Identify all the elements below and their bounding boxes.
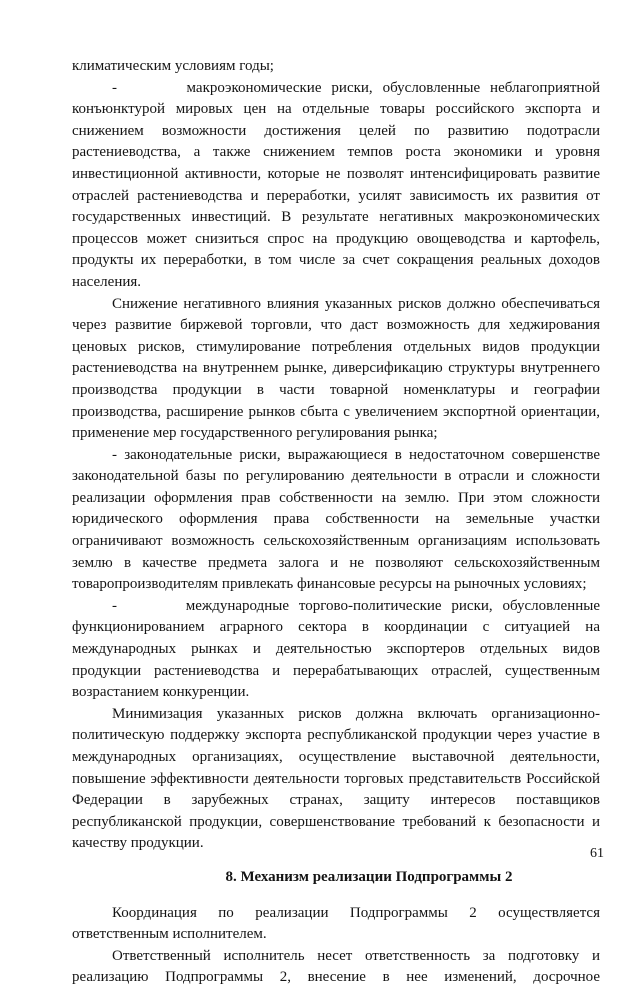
paragraph-responsible-executor: Ответственный исполнитель несет ответственность за подготовку и реализацию Подпрограммы 2, внесение в нее изменений, досрочное [72,947,600,986]
paragraph-international-risks: - международные торгово-политические риски, обусловленные функционированием аграрного сектора в координации с ситуацией на международных рынках и деятельностью экспортеров отдельных видов продукции растениеводства и перерабатывающих отраслей, существенным возрастанием конкуренции. [72,597,600,701]
paragraph-risk-reduction: Снижение негативного влияния указанных рисков должно обеспечиваться через развитие биржевой торговли, что даст возможность для хеджирования ценовых рисков, стимулирование потребления отдельных видов продукции растениеводства на внутреннем рынке, диверсификацию структуры внутреннего производства продукции в части товарной номенклатуры и географии производства, расширение рынков сбыта с увеличением экспортной ориентации, применение мер государственного регулирования рынка; [72,295,600,442]
page-number: 61 [590,846,604,861]
paragraph-legislative-risks: - законодательные риски, выражающиеся в недостаточном совершенстве законодательной базы по регулированию деятельности в отрасли и сложности реализации оформления прав собственности на землю. При этом сложности юридического оформления права собственности на земельные участки ограничивают возможность сельскохозяйственным организациям использовать землю в качестве предмета залога и не позволяют сельскохозяйственным товаропроизводителям привлекать финансовые ресурсы на рыночных условиях; [72,446,600,593]
paragraph-coordination: Координация по реализации Подпрограммы 2 осуществляется ответственным исполнителем. [72,904,600,943]
section-heading: 8. Механизм реализации Подпрограммы 2 [225,868,513,885]
paragraph-risk-minimization: Минимизация указанных рисков должна включать организационно-политическую поддержку экспорта республиканской продукции через участие в международных организациях, осуществление выставочной деятельности, повышение эффективности деятельности торговых представительств Российской Федерации в зарубежных странах, защиту интересов поставщиков республиканской продукции, совершенствование требований к безопасности и качеству продукции. [72,705,600,852]
paragraph-macroeconomic-risks: - макроэкономические риски, обусловленные неблагоприятной конъюнктурой мировых цен на отдельные товары российского экспорта и снижением возможности достижения целей по развитию подотрасли растениеводства, а также снижением темпов роста экономики и уровня инвестиционной активности, которые не позволят интенсифицировать развитие отраслей растениеводства и переработки, усилят зависимость их развития от государственных инвестиций. В результате негативных макроэкономических процессов может снизиться спрос на продукцию овощеводства и картофель, продукты их переработки, в том числе за счет сокращения реальных доходов населения. [72,79,600,290]
paragraph-continuation: климатическим условиям годы; [72,58,274,74]
document-page [72,56,600,989]
